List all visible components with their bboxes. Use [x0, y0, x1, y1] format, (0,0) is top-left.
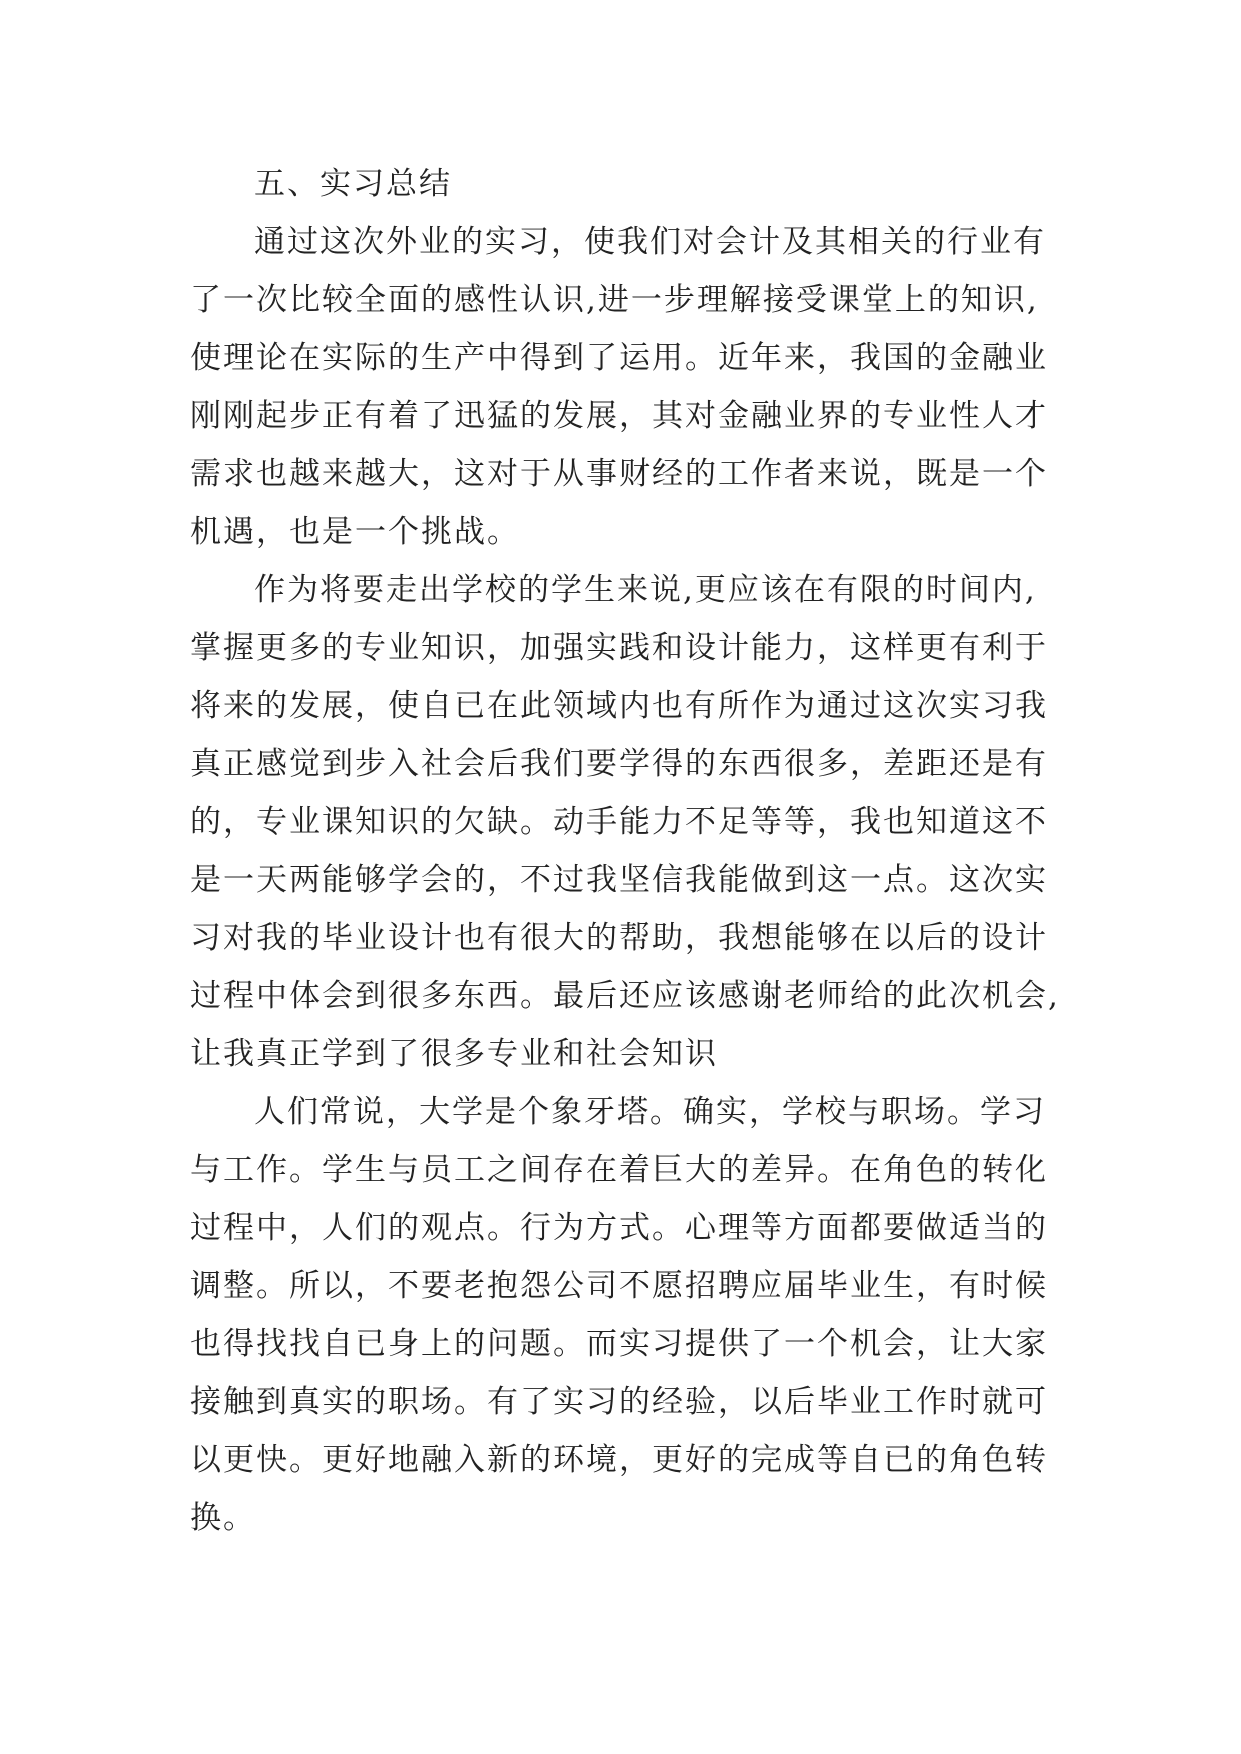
section-heading: 五、实习总结: [254, 166, 452, 202]
paragraph-line: 习对我的毕业设计也有很大的帮助，我想能够在以后的设计: [190, 920, 1048, 956]
paragraph-line: 通过这次外业的实习，使我们对会计及其相关的行业有: [254, 224, 1046, 260]
paragraph-line: 需求也越来越大，这对于从事财经的工作者来说，既是一个: [190, 456, 1048, 492]
paragraph-line: 接触到真实的职场。有了实习的经验，以后毕业工作时就可: [190, 1384, 1048, 1420]
paragraph-line: 刚刚起步正有着了迅猛的发展，其对金融业界的专业性人才: [190, 398, 1048, 434]
paragraph-line: 调整。所以，不要老抱怨公司不愿招聘应届毕业生，有时候: [190, 1268, 1048, 1304]
paragraph-line: 机遇，也是一个挑战。: [190, 514, 520, 550]
document-body: [190, 155, 1070, 1547]
paragraph-line: 将来的发展，使自已在此领域内也有所作为通过这次实习我: [190, 688, 1048, 724]
paragraph-line: 是一天两能够学会的，不过我坚信我能做到这一点。这次实: [190, 862, 1048, 898]
paragraph-line: 以更快。更好地融入新的环境，更好的完成等自已的角色转: [190, 1442, 1048, 1478]
paragraph-line: 过程中体会到很多东西。最后还应该感谢老师给的此次机会,: [190, 978, 1060, 1014]
paragraph-line: 掌握更多的专业知识，加强实践和设计能力，这样更有利于: [190, 630, 1048, 666]
paragraph-line: 过程中，人们的观点。行为方式。心理等方面都要做适当的: [190, 1210, 1048, 1246]
paragraph-2: [190, 561, 1070, 1083]
paragraph-line: 的，专业课知识的欠缺。动手能力不足等等，我也知道这不: [190, 804, 1048, 840]
paragraph-1: [190, 213, 1070, 561]
paragraph-line: 人们常说，大学是个象牙塔。确实，学校与职场。学习: [254, 1094, 1046, 1130]
paragraph-line: 与工作。学生与员工之间存在着巨大的差异。在角色的转化: [190, 1152, 1048, 1188]
paragraph-line: 了一次比较全面的感性认识,进一步理解接受课堂上的知识,: [190, 282, 1039, 318]
paragraph-3: [190, 1083, 1070, 1547]
paragraph-line: 让我真正学到了很多专业和社会知识: [190, 1036, 718, 1072]
paragraph-line: 也得找找自已身上的问题。而实习提供了一个机会，让大家: [190, 1326, 1048, 1362]
paragraph-line: 换。: [190, 1500, 256, 1536]
paragraph-line: 使理论在实际的生产中得到了运用。近年来，我国的金融业: [190, 340, 1048, 376]
paragraph-line: 作为将要走出学校的学生来说,更应该在有限的时间内,: [254, 572, 1037, 608]
paragraph-line: 真正感觉到步入社会后我们要学得的东西很多，差距还是有: [190, 746, 1048, 782]
